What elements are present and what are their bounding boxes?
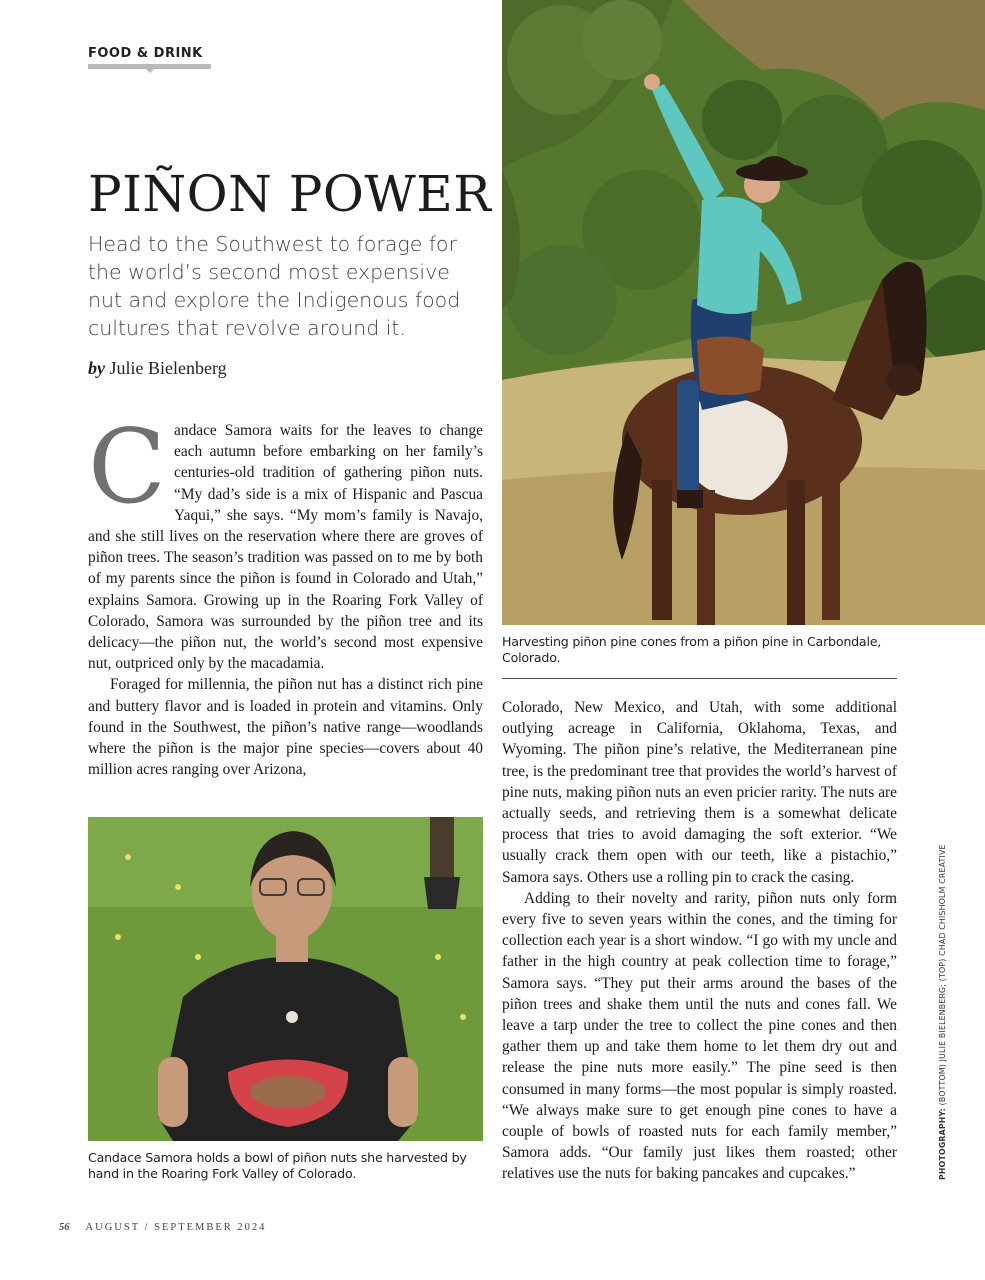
article-headline: PIÑON POWER — [88, 165, 492, 223]
page-footer — [59, 1222, 266, 1233]
page-number: 56 — [59, 1222, 70, 1233]
paragraph-2: Foraged for millennia, the piñon nut has a distinct rich pine and buttery flavor and is loaded in protein and vitamins. Only found in the Southwest, the piñon’s native range—woodlands where the piñon is the major pine species—covers about 40 million acres ranging over Arizona, — [88, 676, 483, 779]
caption-top-photo: Harvesting piñon pine cones from a piñon pine in Carbondale, Colorado. — [502, 634, 882, 665]
paragraph-1 — [88, 408, 483, 674]
section-label: FOOD & DRINK — [88, 46, 203, 61]
photo-credit — [938, 844, 947, 1180]
section-underline-notch — [146, 69, 154, 73]
byline-prefix: by — [88, 358, 105, 378]
paragraph-3: Adding to their novelty and rarity, piñon nuts only form every five to seven years within the cones, and the timing for collection each year is a short window. “I go with my uncle and father in the high country at peak collection time to forage,” Samora says. “They put their arms around the bases of the piñon trees and shake them until the nuts and cones fall. We leave a tarp under the tree to collect the pine cones and then gather them up and take them home to let them dry out and release the pine nuts more easily.” The pine seed is then consumed in many forms—the most popular is simply roasted. “We always make sure to get enough pine cones to have a couple of bowls of roasted nuts for each family member,” Samora adds. “Our family just likes them roasted; other relatives use the nuts for baking pancakes and cupcakes.” — [502, 889, 897, 1183]
photo-credit-text: (BOTTOM) JULIE BIELENBERG; (TOP) CHAD CHISHOLM CREATIVE — [938, 844, 947, 1106]
paragraph-1-text: andace Samora waits for the leaves to change each autumn before embarking on her family’s centuries-old tradition of gathering piñon nuts. “My dad’s side is a mix of Hispanic and Pascua Yaqui,” she says. “My mom’s family is Navajo, and she still lives on the reservation where there are groves of piñon trees. The season’s tradition was passed on to me by both of my parents since the piñon is found in Colorado and Utah,” explains Samora. Growing up in the Roaring Fork Valley of Colorado, Samora was surrounded by the piñon tree and its delicacy—the piñon nut, the world’s second most expensive nut, outpriced only by the macadamia. — [88, 422, 483, 673]
byline-author: Julie Bielenberg — [109, 358, 227, 378]
byline — [88, 358, 227, 379]
photo-rider-horse — [502, 0, 985, 625]
photo-candace-samora — [88, 817, 483, 1141]
caption-rule — [502, 678, 897, 679]
issue-date: AUGUST / SEPTEMBER 2024 — [85, 1222, 267, 1233]
photo-credit-label: PHOTOGRAPHY: — [938, 1108, 947, 1180]
article-dek: Head to the Southwest to forage for the world’s second most expensive nut and explore the Indigenous food cultures that revolve around it. — [88, 232, 461, 340]
paragraph-2-continued: Colorado, New Mexico, and Utah, with some additional outlying acreage in California, Oklahoma, Texas, and Wyoming. The piñon pine’s relative, the Mediterranean pine tree, is the predominant tree that provides the world’s harvest of pine nuts, making piñon nuts an even pricier rarity. The nuts are actually seeds, and retrieving them is a somewhat delicate process that tries to avoid damaging the soft exterior. “We usually crack them open with our teeth, like a pistachio,” Samora says. Others use a rolling pin to crack the casing. — [502, 699, 897, 886]
drop-cap: C — [88, 408, 167, 527]
caption-bottom-photo: Candace Samora holds a bowl of piñon nuts she harvested by hand in the Roaring Fork Valley of Colorado. — [88, 1150, 467, 1181]
article-column-1 — [88, 408, 483, 780]
article-column-2 — [502, 697, 897, 1185]
